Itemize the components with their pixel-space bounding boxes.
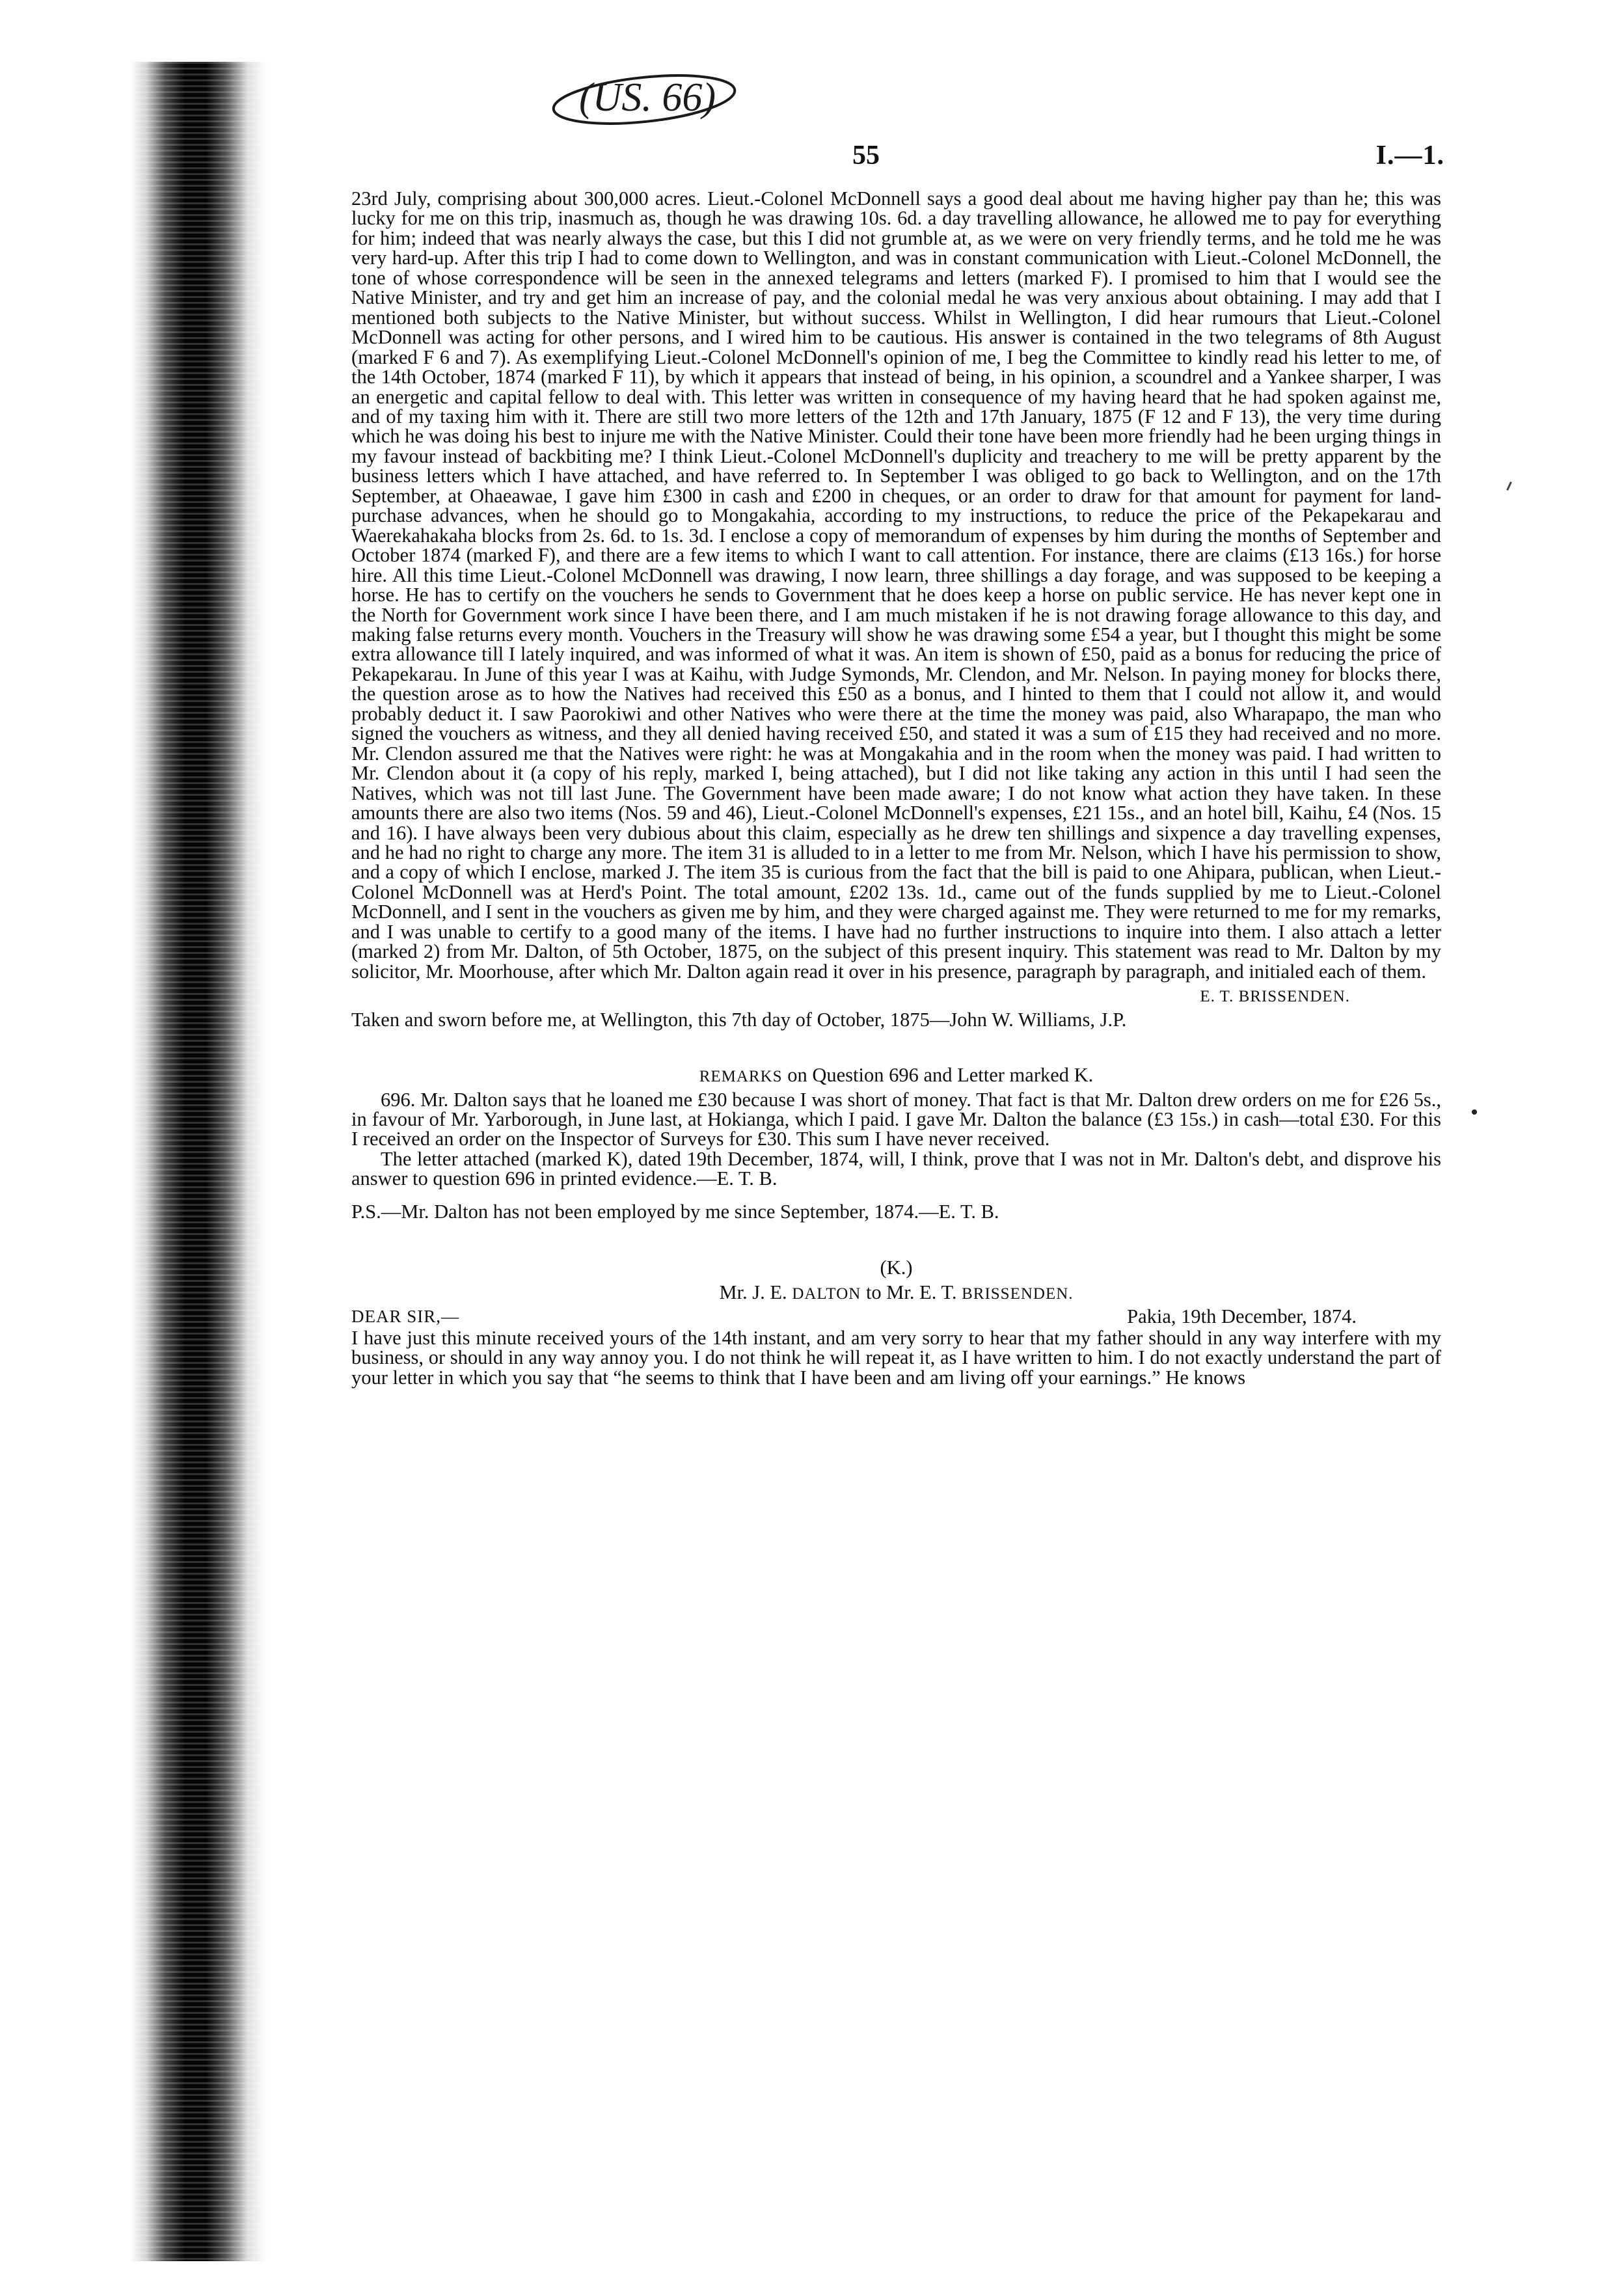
handwritten-annotation bbox=[540, 62, 755, 133]
statement-signature bbox=[351, 984, 1441, 1010]
remarks-title bbox=[351, 1063, 1441, 1087]
handwritten-annotation-text: (US. 66) bbox=[579, 75, 716, 120]
letter-heading-from-prefix: Mr. J. E. bbox=[719, 1281, 792, 1303]
letter-salutation: DEAR SIR,— bbox=[351, 1306, 460, 1326]
page-number: 55 bbox=[852, 141, 880, 170]
page-content bbox=[351, 189, 1441, 1387]
letter-body: I have just this minute received yours of the 14th instant, and am very sorry to hear that my father should in any way interfere with my business, or should in any way annoy you. I do not think he will repeat it, as I have written to him. I do not exactly understand the part of your letter in which you say that “he seems to think that I have been and am living off your earnings.” He knows bbox=[351, 1326, 1441, 1389]
letter-mark: (K.) bbox=[880, 1256, 913, 1279]
remarks-title-rest: on Question 696 and Letter marked K. bbox=[782, 1063, 1094, 1086]
binding-shadow bbox=[130, 62, 267, 2261]
remarks-postscript: P.S.—Mr. Dalton has not been employed by me since September, 1874.—E. T. B. bbox=[351, 1200, 999, 1223]
page-header bbox=[351, 140, 1451, 179]
remarks-paragraph-2: The letter attached (marked K), dated 19th December, 1874, will, I think, prove that I was not in Mr. Dalton's debt, and disprove his answer to question 696 in printed evidence.—E. T. B. bbox=[351, 1147, 1441, 1190]
sworn-line: Taken and sworn before me, at Wellington, this 7th day of October, 1875—John W. Williams, J.P. bbox=[351, 1009, 1127, 1031]
letter-place-date: Pakia, 19th December, 1874. bbox=[1127, 1305, 1357, 1327]
margin-mark-tick bbox=[1506, 482, 1512, 491]
statement-body: 23rd July, comprising about 300,000 acres. Lieut.-Colonel McDonnell says a good deal about me having higher pay than he; this was lucky for me on this trip, inasmuch as, though he was drawing 10s. 6d. a day travelling allowance, he allowed me to pay for everything for him; indeed that was nearly always the case, but this I did not grumble at, as we were on very friendly terms, and he told me he was very hard-up. After this trip I had to come down to Wellington, and was in constant communication with Lieut.-Colonel McDonnell, the tone of whose correspondence will be seen in the annexed telegrams and letters (marked F). I promised to him that I would see the Native Minister, and try and get him an increase of pay, and the colonial medal he was very anxious about obtaining. I may add that I mentioned both subjects to the Native Minister, but without success. Whilst in Wellington, I did hear rumours that Lieut.-Colonel McDonnell was acting for other persons, and I wired him to be cautious. His answer is contained in the two telegrams of 8th August (marked F 6 and 7). As exemplifying Lieut.-Colonel McDonnell's opinion of me, I beg the Committee to kindly read his letter to me, of the 14th October, 1874 (marked F 11), by which it appears that instead of being, in his opinion, a scoundrel and a Yankee sharper, I was an energetic and capital fellow to deal with. This letter was written in consequence of my having heard that he had spoken against me, and of my taxing him with it. There are still two more letters of the 12th and 17th January, 1875 (F 12 and F 13), the very time during which he was doing his best to injure me with the Native Minister. Could their tone have been more friendly had he been urging things in my favour instead of backbiting me? I think Lieut.-Colonel McDonnell's duplicity and treachery to me will be pretty apparent by the business letters which I have attached, and have referred to. In September I was obliged to go back to Wellington, and on the 17th September, at Ohaeawae, I gave him £300 in cash and £200 in cheques, or an order to draw for that amount for payment for land-purchase advances, when he should go to Mongakahia, according to my instructions, to reduce the price of the Pekapekarau and Waerekahakaha blocks from 2s. 6d. to 1s. 3d. I enclose a copy of memorandum of expenses by him during the months of September and October 1874 (marked F), and there are a few items to which I want to call attention. For instance, there are claims (£13 16s.) for horse hire. All this time Lieut.-Colonel McDonnell was drawing, I now learn, three shillings a day forage, and was supposed to be keeping a horse. He has to certify on the vouchers he sends to Government that he does keep a horse on public service. He has never kept one in the North for Government work since I have been there, and I am much mistaken if he is not drawing forage allowance to this day, and making false returns every month. Vouchers in the Treasury will show he was drawing some £54 a year, but I thought this might be some extra allowance till I lately inquired, and was informed of what it was. An item is shown of £50, paid as a bonus for reducing the price of Pekapekarau. In June of this year I was at Kaihu, with Judge Symonds, Mr. Clendon, and Mr. Nelson. In paying money for blocks there, the question arose as to how the Natives had received this £50 as a bonus, and I hinted to them that I could not allow it, and would probably deduct it. I saw Paorokiwi and other Natives who were there at the time the money was paid, also Wharapapo, the man who signed the vouchers as witness, and they all denied having received £50, and stated it was a sum of £15 they had received and no more. Mr. Clendon assured me that the Natives were right: he was at Mongakahia and in the room when the money was paid. I had written to Mr. Clendon about it (a copy of his reply, marked I, being attached), but I did not like taking any action in this until I had seen the Natives, which was not till last June. The Government have been made aware; I do not know what action they have taken. In these amounts there are also two items (Nos. 59 and 46), Lieut.-Colonel McDonnell's expenses, £21 15s., and an hotel bill, Kaihu, £4 (Nos. 15 and 16). I have always been very dubious about this claim, especially as he drew ten shillings and sixpence a day travelling expenses, and he had no right to charge any more. The item 31 is alluded to in a letter to me from Mr. Nelson, which I have his permission to show, and a copy of which I enclose, marked J. The item 35 is curious from the fact that the bill is paid to one Ahipara, publican, when Lieut.-Colonel McDonnell was at Herd's Point. The total amount, £202 13s. 1d., came out of the funds supplied by me to Lieut.-Colonel McDonnell, and I sent in the vouchers as given me by him, and they were charged against me. They were returned to me for my remarks, and I was unable to certify to a good many of the items. I have had no further instructions to inquire into them. I also attach a letter (marked 2) from Mr. Dalton, of 5th October, 1875, on the subject of this present inquiry. This statement was read to Mr. Dalton by my solicitor, Mr. Moorhouse, after which Mr. Dalton again read it over in his presence, paragraph by paragraph, and initialed each of them. bbox=[351, 187, 1441, 983]
letter-heading-from-name: DALTON bbox=[792, 1284, 861, 1303]
letter-salutation-line bbox=[351, 1305, 1441, 1328]
handwritten-annotation-drawing bbox=[540, 62, 755, 133]
margin-mark-dot bbox=[1472, 1109, 1477, 1115]
letter-heading bbox=[351, 1280, 1441, 1305]
document-reference: I.—1. bbox=[1375, 141, 1444, 170]
remarks-title-caps: REMARKS bbox=[699, 1067, 783, 1085]
statement-signature-text: E. T. BRISSENDEN. bbox=[1200, 988, 1350, 1006]
remarks-paragraph-1: 696. Mr. Dalton says that he loaned me £30 because I was short of money. That fact is that Mr. Dalton drew orders on me for £26 5s., in favour of Mr. Yarborough, in June last, at Hokianga, which I paid. I gave Mr. Dalton the balance (£3 15s.) in cash—total £30. For this I received an order on the Inspector of Surveys for £30. This sum I have never received. bbox=[351, 1088, 1441, 1150]
letter-heading-to-name: BRISSENDEN. bbox=[962, 1284, 1074, 1303]
letter-heading-mid: to Mr. E. T. bbox=[861, 1281, 962, 1303]
